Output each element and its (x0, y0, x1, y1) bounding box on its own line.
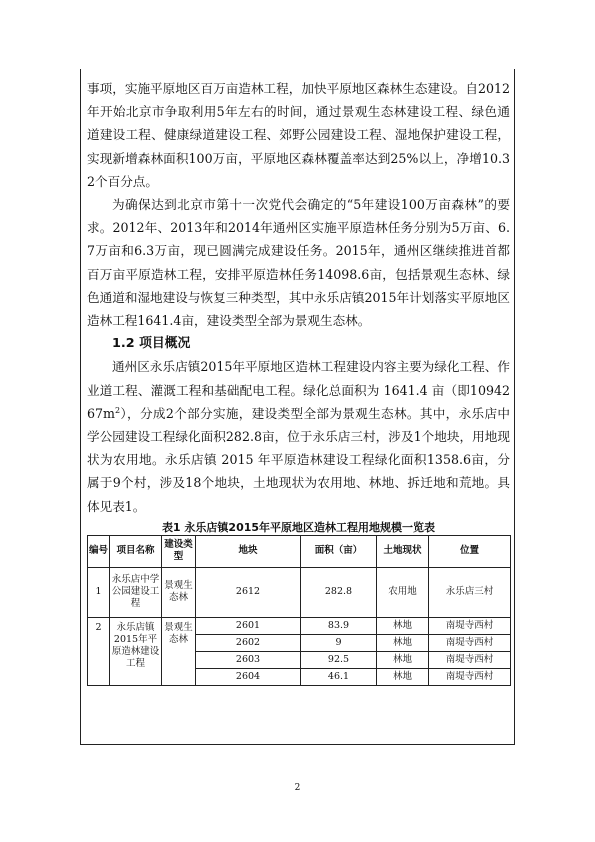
cell-project-name: 永乐店镇2015年平原造林建设工程 (110, 617, 162, 685)
cell-area: 282.8 (301, 567, 377, 617)
header-land-status: 土地现状 (377, 535, 429, 567)
cell-location: 永乐店三村 (429, 567, 511, 617)
cell-plot: 2604 (196, 668, 301, 685)
document-frame (80, 69, 515, 745)
cell-plot: 2603 (196, 651, 301, 668)
section-heading: 1.2 项目概况 (112, 336, 191, 352)
header-plot: 地块 (196, 535, 301, 567)
cell-no: 1 (88, 567, 110, 617)
cell-construction-type: 景观生态林 (162, 567, 196, 617)
cell-project-name: 永乐店中学公园建设工程 (110, 567, 162, 617)
cell-plot: 2612 (196, 567, 301, 617)
header-project-name: 项目名称 (110, 535, 162, 567)
cell-location: 南堤寺西村 (429, 634, 511, 651)
cell-land-status: 林地 (377, 617, 429, 634)
header-location: 位置 (429, 535, 511, 567)
body-paragraph-overview (87, 355, 510, 517)
overview-text-part-2: ），分成2个部分实施，建设类型全部为景观生态林。其中，永乐店中学公园建设工程绿化面积282.8亩，位于永乐店三村，涉及1个地块，用地现状为农用地。永乐店镇 2015 年平原造林建设工程绿化面积1358.6亩，分属于9个村，涉及18个地块，土地现状为农用地、林地、拆迁地和荒地。具体见表1。 (87, 405, 510, 514)
table-header-row (88, 535, 511, 567)
cell-land-status: 农用地 (377, 567, 429, 617)
header-no: 编号 (88, 535, 110, 567)
cell-plot: 2601 (196, 617, 301, 634)
land-use-table (87, 535, 511, 686)
cell-plot: 2602 (196, 634, 301, 651)
cell-land-status: 林地 (377, 651, 429, 668)
header-area: 面积（亩） (301, 535, 377, 567)
table-caption: 表1 永乐店镇2015年平原地区造林工程用地规模一览表 (161, 520, 436, 534)
superscript-2: 2 (114, 405, 121, 415)
cell-area: 9 (301, 634, 377, 651)
cell-land-status: 林地 (377, 668, 429, 685)
cell-area: 46.1 (301, 668, 377, 685)
table-row (88, 617, 511, 634)
body-paragraph-1: 事项，实施平原地区百万亩造林工程，加快平原地区森林生态建设。自2012年开始北京市争取利用5年左右的时间，通过景观生态林建设工程、绿色通道建设工程、健康绿道建设工程、郊野公园建设工程、湿地保护建设工程，实现新增森林面积100万亩，平原地区森林覆盖率达到25%以上，净增10.32个百分点。 (87, 81, 510, 189)
body-paragraph-2: 为确保达到北京市第十一次党代会确定的“5年建设100万亩森林”的要求。2012年、2013年和2014年通州区实施平原造林任务分别为5万亩、6.7万亩和6.3万亩，现已圆满完成建设任务。2015年，通州区继续推进首都百万亩平原造林工程，安排平原造林任务14098.6亩，包括景观生态林、绿色通道和湿地建设与恢复三种类型，其中永乐店镇2015年计划落实平原地区造林工程1641.4亩，建设类型全部为景观生态林。 (87, 197, 510, 329)
document-body (87, 77, 510, 686)
cell-location: 南堤寺西村 (429, 617, 511, 634)
cell-location: 南堤寺西村 (429, 651, 511, 668)
overview-text-part-1: 通州区永乐店镇2015年平原地区造林工程建设内容主要为绿化工程、作业道工程、灌溉工程和基础配电工程。绿化总面积为 1641.4 亩（即1094267m (87, 359, 510, 421)
cell-location: 南堤寺西村 (429, 668, 511, 685)
header-construction-type: 建设类型 (162, 535, 196, 567)
cell-area: 92.5 (301, 651, 377, 668)
page-number: 2 (294, 783, 301, 793)
cell-no: 2 (88, 617, 110, 685)
cell-construction-type: 景观生态林 (162, 617, 196, 685)
cell-land-status: 林地 (377, 634, 429, 651)
cell-area: 83.9 (301, 617, 377, 634)
table-row (88, 567, 511, 617)
